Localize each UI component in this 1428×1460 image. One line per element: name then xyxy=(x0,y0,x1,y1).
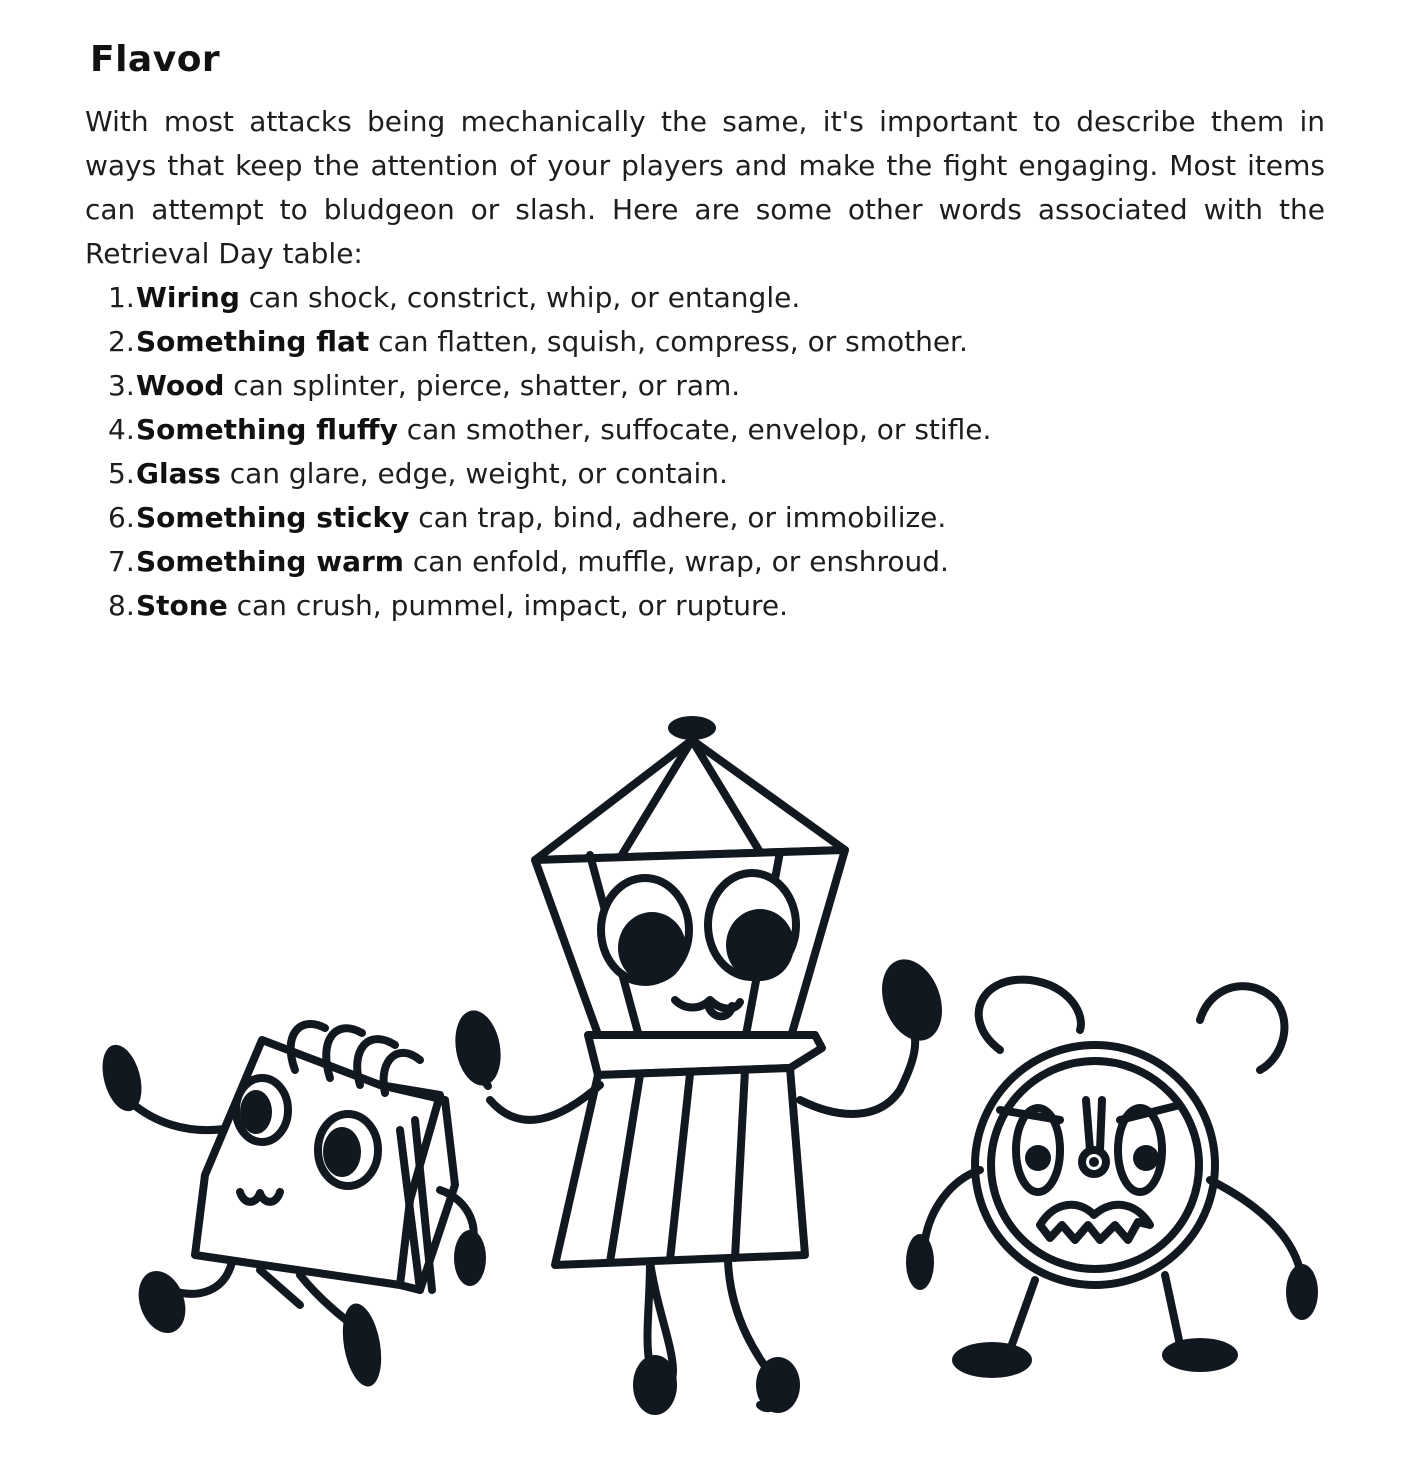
illustration xyxy=(0,690,1428,1430)
list-description: can smother, suffocate, envelop, or stifle. xyxy=(397,413,992,446)
list-number: 3. xyxy=(108,369,135,402)
flavor-word-list xyxy=(108,276,991,628)
list-description: can trap, bind, adhere, or immobilize. xyxy=(409,501,947,534)
list-description: can flatten, squish, compress, or smother. xyxy=(369,325,968,358)
list-item xyxy=(108,452,991,496)
list-description: can enfold, muffle, wrap, or enshroud. xyxy=(403,545,949,578)
list-description: can glare, edge, weight, or contain. xyxy=(220,457,728,490)
section-title: Flavor xyxy=(90,39,221,80)
list-term: Something fluffy xyxy=(136,413,398,446)
list-item xyxy=(108,408,991,452)
coffee-pot-character xyxy=(450,716,953,1415)
list-description: can crush, pummel, impact, or rupture. xyxy=(227,589,788,622)
list-item xyxy=(108,540,991,584)
list-term: Wiring xyxy=(136,281,240,314)
notepad-character xyxy=(96,1024,486,1389)
intro-paragraph: With most attacks being mechanically the same, it's important to describe them in ways that keep the attention of your players and make the fight engaging. Most items can attempt to bludgeon or slash. Here are some other words associated with the Retrieval Day table: xyxy=(85,105,1325,270)
list-term: Stone xyxy=(136,589,228,622)
list-number: 5. xyxy=(108,457,135,490)
list-description: can splinter, pierce, shatter, or ram. xyxy=(224,369,741,402)
list-description: can shock, constrict, whip, or entangle. xyxy=(239,281,801,314)
list-term: Something warm xyxy=(136,545,404,578)
list-item xyxy=(108,276,991,320)
list-term: Something flat xyxy=(136,325,370,358)
list-term: Wood xyxy=(136,369,225,402)
list-number: 2. xyxy=(108,325,135,358)
alarm-clock-character xyxy=(906,980,1318,1378)
list-item xyxy=(108,364,991,408)
list-term: Something sticky xyxy=(136,501,410,534)
list-term: Glass xyxy=(136,457,221,490)
list-item xyxy=(108,496,991,540)
list-number: 6. xyxy=(108,501,135,534)
list-number: 8. xyxy=(108,589,135,622)
list-item xyxy=(108,320,991,364)
list-item xyxy=(108,584,991,628)
list-number: 7. xyxy=(108,545,135,578)
list-number: 1. xyxy=(108,281,135,314)
list-number: 4. xyxy=(108,413,135,446)
